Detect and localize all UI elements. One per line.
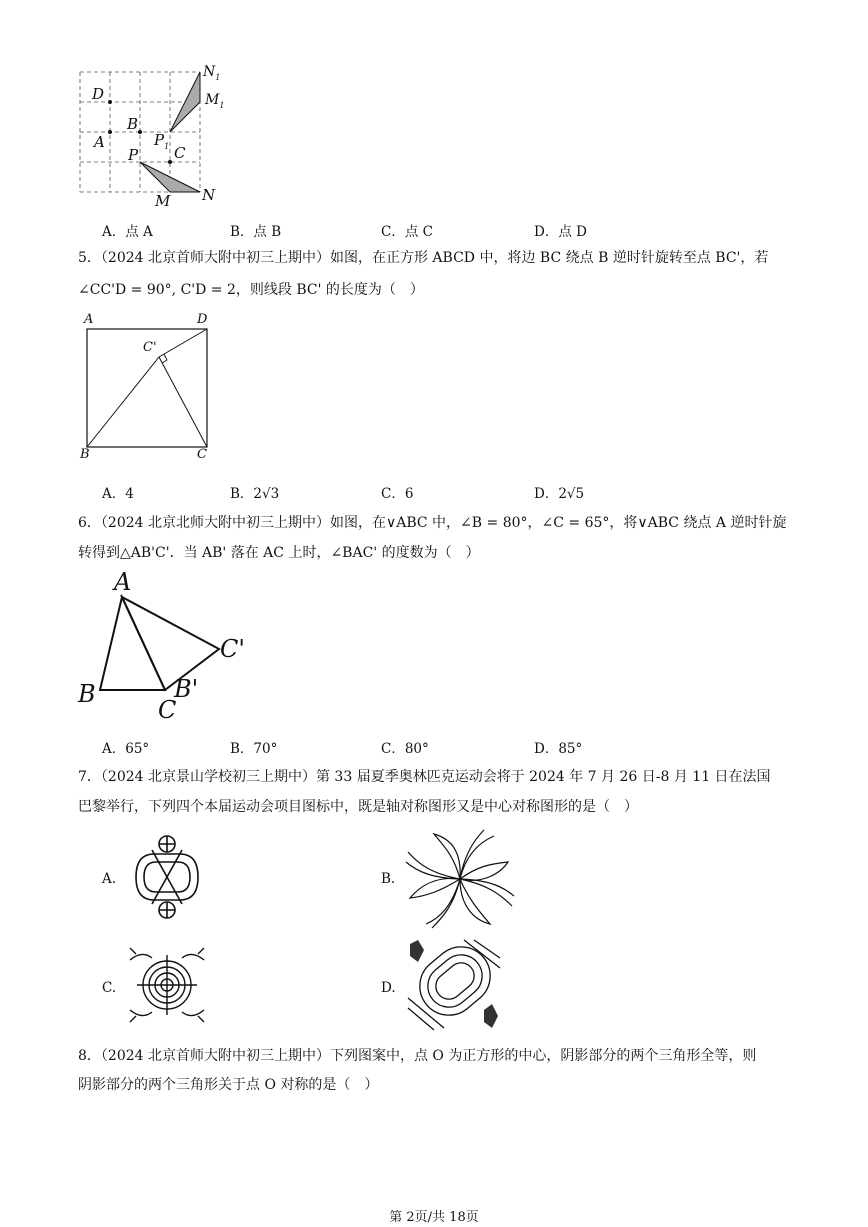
q5-label-c1: C' — [143, 340, 157, 355]
q7-icon-c — [122, 940, 212, 1030]
q4-label-p: P — [128, 146, 139, 164]
q6-label-c: C — [158, 696, 177, 724]
q4-label-m1: $M_1$ — [205, 92, 225, 110]
q6-label-a: A — [114, 568, 132, 596]
q7-stem-line1: 7．（2024 北京景山学校初三上期中）第 33 届夏季奥林匹克运动会将于 2024 年 7 月 26 日-8 月 11 日在法国 — [78, 769, 771, 785]
q4-label-n: N — [202, 186, 216, 204]
q7-option-d[interactable]: D. — [381, 980, 396, 996]
q6-label-b: B — [78, 680, 96, 708]
q5-stem-line1: 5．（2024 北京首师大附中初三上期中）如图，在正方形 ABCD 中，将边 BC 绕点 B 逆时针旋转至点 BC'，若 — [78, 250, 769, 266]
q4-option-c[interactable]: C．点 C — [381, 224, 433, 240]
q8-stem-line1: 8．（2024 北京首师大附中初三上期中）下列图案中，点 O 为正方形的中心，阴影部分的两个三角形全等，则 — [78, 1048, 757, 1064]
q4-label-m: M — [155, 192, 171, 210]
q7-icon-d — [404, 938, 504, 1032]
q4-label-p1: $P_1$ — [154, 131, 170, 151]
page-footer: 第 2页/共 18页 — [389, 1210, 479, 1225]
q4-option-d[interactable]: D．点 D — [534, 224, 587, 240]
q4-option-a[interactable]: A．点 A — [102, 224, 153, 240]
q6-option-a[interactable]: A．65° — [102, 741, 150, 757]
q6-label-b1: B' — [174, 675, 199, 703]
q5-stem-line2: ∠CC'D = 90°, C'D = 2，则线段 BC' 的长度为（ ） — [78, 282, 424, 298]
q4-option-b[interactable]: B．点 B — [230, 224, 282, 240]
q5-option-a[interactable]: A．4 — [102, 486, 134, 502]
q4-label-d: D — [92, 85, 105, 103]
q6-option-c[interactable]: C．80° — [381, 741, 429, 757]
q6-option-b[interactable]: B．70° — [230, 741, 278, 757]
q4-label-b: B — [127, 115, 139, 133]
q6-triangle-figure — [95, 592, 225, 696]
q5-label-b: B — [80, 447, 90, 462]
q4-label-c: C — [174, 144, 186, 162]
q5-label-a: A — [84, 312, 94, 327]
q7-option-b[interactable]: B. — [381, 871, 396, 887]
q7-icon-a — [122, 832, 212, 922]
q5-option-d[interactable]: D．2√5 — [534, 486, 585, 502]
q6-stem-line1: 6．（2024 北京北师大附中初三上期中）如图，在∨ABC 中，∠B = 80°，∠C = 65°，将∨ABC 绕点 A 逆时针旋 — [78, 515, 787, 531]
q7-icon-b — [404, 826, 516, 932]
q6-option-d[interactable]: D．85° — [534, 741, 583, 757]
q5-label-c: C — [197, 447, 207, 462]
q8-stem-line2: 阴影部分的两个三角形关于点 O 对称的是（ ） — [78, 1077, 379, 1093]
q6-stem-line2: 转得到△AB'C'．当 AB' 落在 AC 上时，∠BAC' 的度数为（ ） — [78, 545, 480, 561]
q4-label-a: A — [94, 133, 105, 151]
q6-label-c1: C' — [220, 635, 245, 663]
q4-label-n1: $N_1$ — [203, 64, 221, 82]
q7-option-a[interactable]: A. — [102, 871, 117, 887]
q7-option-c[interactable]: C. — [102, 980, 117, 996]
q5-option-b[interactable]: B．2√3 — [230, 486, 280, 502]
q5-label-d: D — [197, 312, 208, 327]
q7-stem-line2: 巴黎举行，下列四个本届运动会项目图标中，既是轴对称图形又是中心对称图形的是（ ） — [78, 799, 638, 815]
q5-option-c[interactable]: C．6 — [381, 486, 414, 502]
